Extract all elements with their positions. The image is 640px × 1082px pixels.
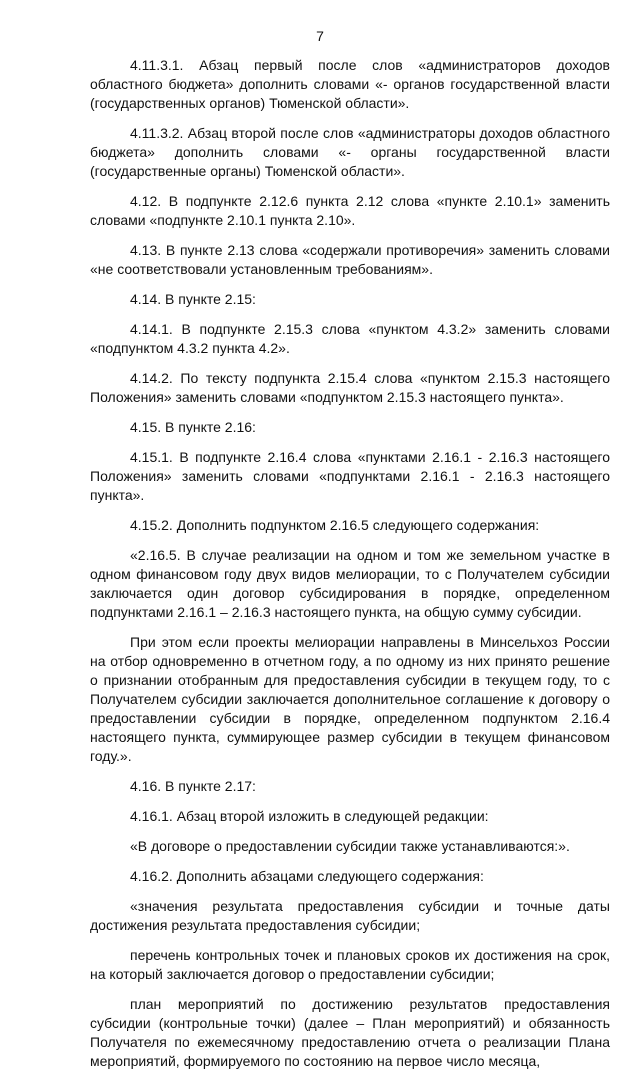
paragraph: 4.14.1. В подпункте 2.15.3 слова «пунктом 4.3.2» заменить словами «подпунктом 4.3.2 пункта 4.2».	[90, 321, 610, 356]
paragraph: 4.12. В подпункте 2.12.6 пункта 2.12 слова «пункте 2.10.1» заменить словами «подпункте 2.10.1 пункта 2.10».	[90, 193, 610, 228]
paragraph: «значения результата предоставления субсидии и точные даты достижения результата предоставления субсидии;	[90, 898, 610, 933]
paragraph: план мероприятий по достижению результатов предоставления субсидии (контрольные точки) (далее – План мероприятий) и обязанность Получателя по ежемесячному предоставлению отчета о реализации Плана мероприятий, формируемого по состоянию на первое число месяца,	[90, 996, 610, 1069]
paragraph: 4.16.1. Абзац второй изложить в следующей редакции:	[130, 808, 489, 824]
paragraph: 4.13. В пункте 2.13 слова «содержали противоречия» заменить словами «не соответствовали установленным требованиям».	[90, 242, 610, 277]
paragraph: 4.11.3.2. Абзац второй после слов «администраторы доходов областного бюджета» дополнить словами «- органы государственной власти (государственные органы) Тюменской области».	[90, 125, 610, 179]
paragraph: перечень контрольных точек и плановых сроков их достижения на срок, на который заключается договор о предоставлении субсидии;	[90, 947, 610, 982]
paragraph: 4.15.2. Дополнить подпунктом 2.16.5 следующего содержания:	[130, 517, 540, 533]
document-body	[90, 56, 610, 1082]
paragraph: 4.15.1. В подпункте 2.16.4 слова «пунктами 2.16.1 - 2.16.3 настоящего Положения» заменить словами «подпунктами 2.16.1 - 2.16.3 настоящего пункта».	[90, 449, 610, 503]
paragraph: При этом если проекты мелиорации направлены в Минсельхоз России на отбор одновременно в отчетном году, а по одному из них принято решение о признании отобранным для предоставления субсидии в текущем году, то с Получателем субсидии заключается дополнительное соглашение к договору о предоставлении субсидии в порядке, определенном подпунктом 2.16.4 настоящего пункта, суммирующее размер субсидии в текущем финансовом году.».	[90, 634, 610, 764]
paragraph: 4.15. В пункте 2.16:	[130, 419, 256, 435]
paragraph: 4.14.2. По тексту подпункта 2.15.4 слова «пунктом 2.15.3 настоящего Положения» заменить словами «подпунктом 2.15.3 настоящего пункта».	[90, 370, 610, 405]
paragraph: «В договоре о предоставлении субсидии также устанавливаются:».	[130, 838, 570, 854]
page-number: 7	[316, 28, 324, 44]
paragraph: 4.16. В пункте 2.17:	[130, 778, 256, 794]
paragraph: 4.11.3.1. Абзац первый после слов «администраторов доходов областного бюджета» дополнить словами «- органов государственной власти (государственных органов) Тюменской области».	[90, 57, 610, 111]
paragraph: 4.14. В пункте 2.15:	[130, 291, 256, 307]
paragraph: «2.16.5. В случае реализации на одном и том же земельном участке в одном финансовом году двух видов мелиорации, то с Получателем субсидии заключается один договор субсидирования в порядке, определенном подпунктами 2.16.1 – 2.16.3 настоящего пункта, на общую сумму субсидии.	[90, 547, 610, 620]
paragraph: 4.16.2. Дополнить абзацами следующего содержания:	[130, 868, 484, 884]
